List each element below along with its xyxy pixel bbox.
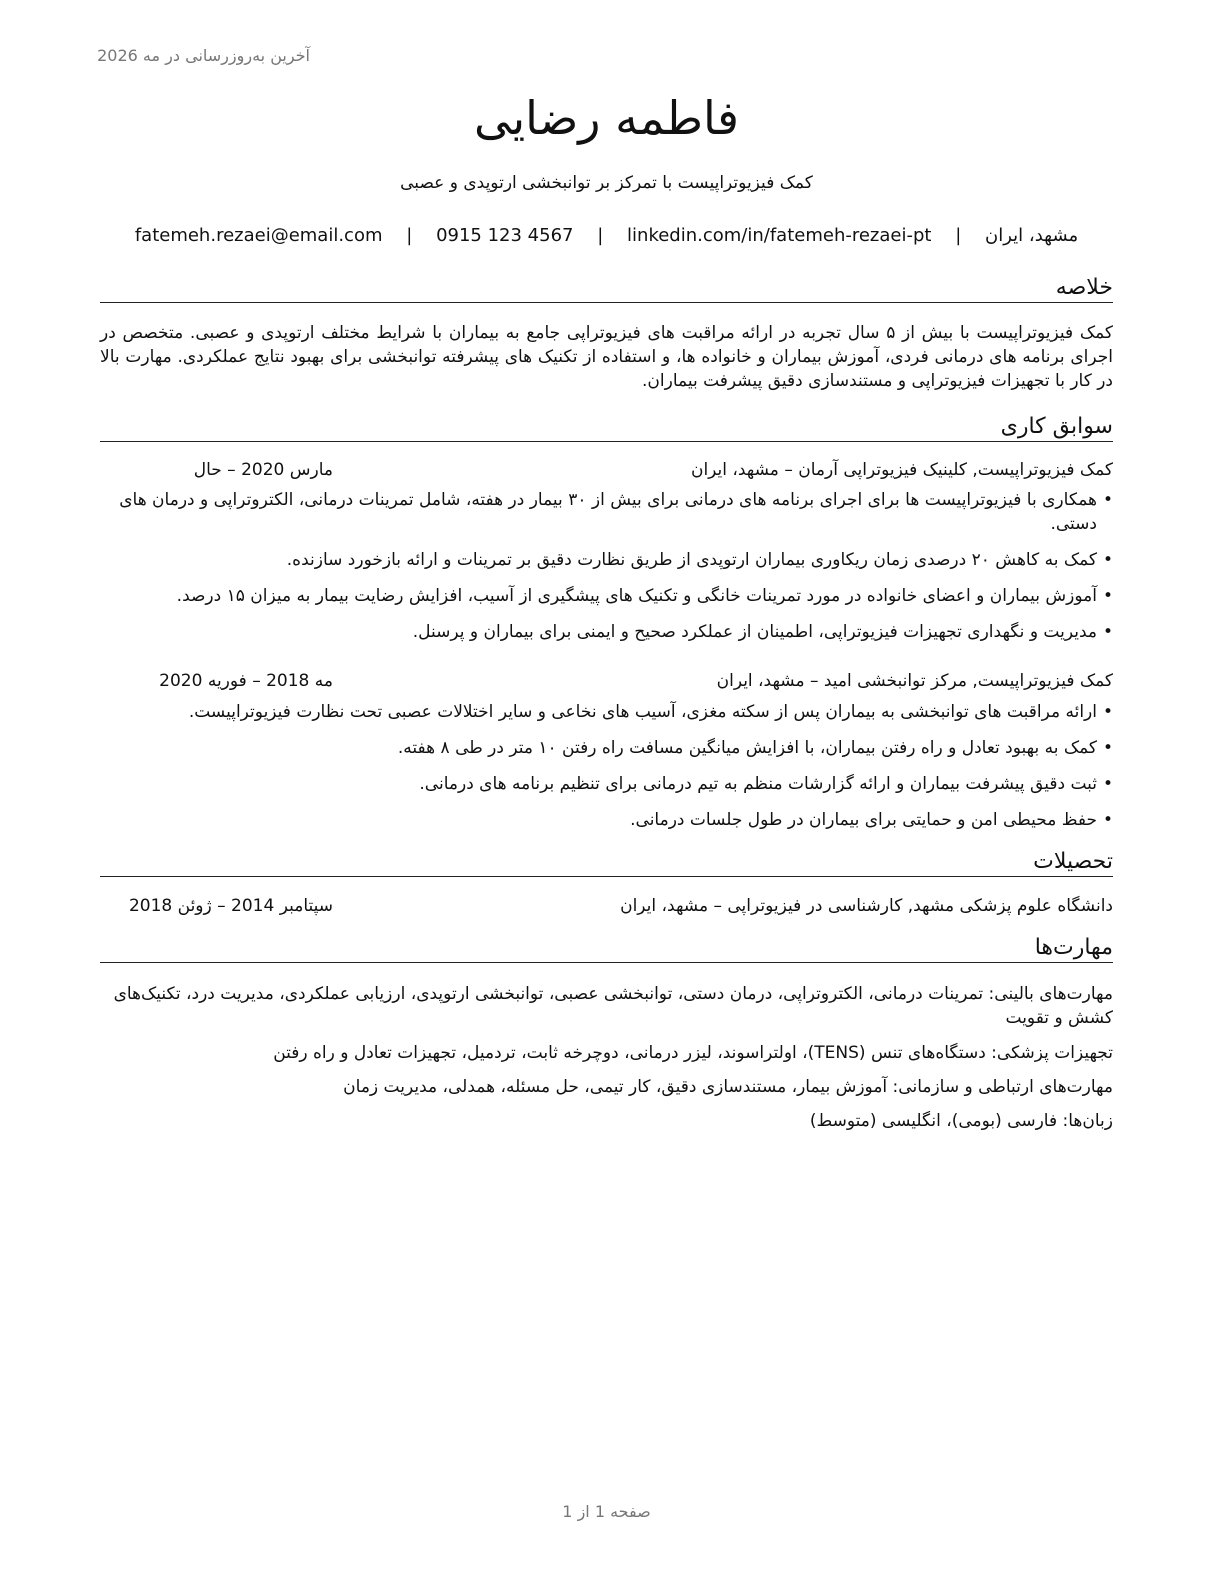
candidate-title: کمک فیزیوتراپیست با تمرکز بر توانبخشی ارتوپدی و عصبی (400, 173, 813, 193)
contact-linkedin[interactable]: linkedin.com/in/fatemeh-rezaei-pt (627, 225, 932, 246)
resume-page (97, 0, 1113, 1584)
list-item: • ثبت دقیق پیشرفت بیماران و ارائه گزارشات منظم به تیم درمانی برای تنظیم برنامه های درمانی. (100, 772, 1113, 796)
education-degree-line: دانشگاه علوم پزشکی مشهد, کارشناسی در فیزیوتراپی – مشهد، ایران (620, 896, 1113, 916)
contact-separator: | (597, 225, 604, 246)
job-header (100, 669, 1113, 693)
job-bullets (100, 700, 1113, 844)
job-dates: مه 2018 – فوریه 2020 (159, 671, 333, 691)
skills-line: تجهیزات پزشکی: دستگاه‌های تنس (TENS)، اولتراسوند، لیزر درمانی، دوچرخه ثابت، تردمیل، تجهیزات تعادل و راه رفتن (273, 1043, 1113, 1063)
section-heading-summary: خلاصه (100, 274, 1113, 303)
contact-location: مشهد، ایران (985, 225, 1079, 246)
skills-line: مهارت‌های ارتباطی و سازمانی: آموزش بیمار، مستندسازی دقیق، کار تیمی، حل مسئله، همدلی، مدیریت زمان (343, 1077, 1113, 1097)
candidate-name: فاطمه رضایی (474, 91, 739, 145)
job-header (100, 458, 1113, 482)
summary-text: کمک فیزیوتراپیست با بیش از ۵ سال تجربه در ارائه مراقبت های فیزیوتراپی جامع به بیماران با شرایط مختلف ارتوپدی و عصبی. متخصص در اجرای برنامه های درمانی فردی، آموزش بیماران و خانواده ها، و استفاده از تکنیک های پیشرفته توانبخشی برای بهبود نتایج عملکردی. مهارت بالا در کار با تجهیزات فیزیوتراپی و مستندسازی دقیق پیشرفت بیماران. (100, 323, 1113, 391)
skills-line: مهارت‌های بالینی: تمرینات درمانی، الکتروتراپی، درمان دستی، توانبخشی عصبی، توانبخشی ارتوپدی، ارزیابی عملکردی، مدیریت درد، تکنیک‌های کشش و تقویت (113, 984, 1113, 1028)
education-dates: سپتامبر 2014 – ژوئن 2018 (128, 896, 333, 916)
contact-phone[interactable]: 0915 123 4567 (436, 225, 574, 246)
list-item: • کمک به بهبود تعادل و راه رفتن بیماران، با افزایش میانگین مسافت راه رفتن ۱۰ متر در طی ۸ هفته. (100, 736, 1113, 760)
list-item: • ارائه مراقبت های توانبخشی به بیماران پس از سکته مغزی، آسیب های نخاعی و سایر اختلالات عصبی تحت نظارت فیزیوتراپیست. (100, 700, 1113, 724)
list-item: • آموزش بیماران و اعضای خانواده در مورد تمرینات خانگی و تکنیک های پیشگیری از آسیب، افزایش رضایت بیمار به میزان ۱۵ درصد. (100, 584, 1113, 608)
education-entry (100, 894, 1113, 918)
contact-line (100, 223, 1113, 249)
job-title-line: کمک فیزیوتراپیست, کلینیک فیزیوتراپی آرمان – مشهد، ایران (690, 460, 1113, 480)
contact-email[interactable]: fatemeh.rezaei@email.com (134, 225, 383, 246)
last-updated-note: آخرین به‌روزرسانی در مه 2026 (97, 46, 310, 65)
list-item: • حفظ محیطی امن و حمایتی برای بیماران در طول جلسات درمانی. (100, 808, 1113, 832)
job-title-line: کمک فیزیوتراپیست, مرکز توانبخشی امید – مشهد، ایران (716, 671, 1113, 691)
list-item: • همکاری با فیزیوتراپیست ها برای اجرای برنامه های درمانی برای بیش از ۳۰ بیمار در هفته، شامل تمرینات درمانی، الکتروتراپی و درمان های دستی. (100, 488, 1113, 536)
contact-separator: | (406, 225, 413, 246)
section-heading-experience: سوابق کاری (100, 413, 1113, 442)
contact-separator: | (955, 225, 962, 246)
section-heading-skills: مهارت‌ها (100, 934, 1113, 963)
job-bullets (100, 488, 1113, 656)
skills-line: زبان‌ها: فارسی (بومی)، انگلیسی (متوسط) (809, 1111, 1113, 1131)
job-dates: مارس 2020 – حال (193, 460, 333, 480)
page-footer: صفحه 1 از 1 (562, 1502, 651, 1521)
section-heading-education: تحصیلات (100, 848, 1113, 877)
list-item: • مدیریت و نگهداری تجهیزات فیزیوتراپی، اطمینان از عملکرد صحیح و ایمنی برای بیماران و پرسنل. (100, 620, 1113, 644)
list-item: • کمک به کاهش ۲۰ درصدی زمان ریکاوری بیماران ارتوپدی از طریق نظارت دقیق بر تمرینات و ارائه بازخورد سازنده. (100, 548, 1113, 572)
